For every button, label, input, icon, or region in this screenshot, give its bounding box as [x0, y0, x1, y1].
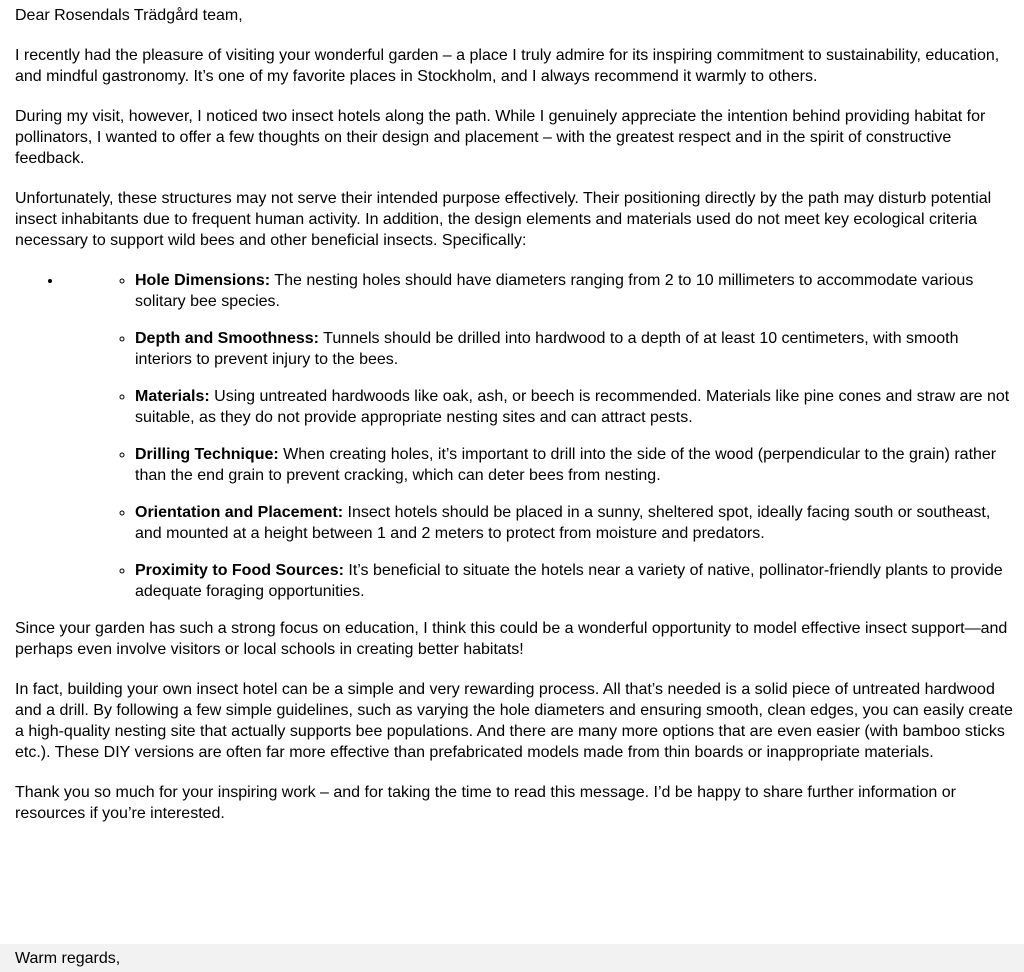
paragraph-thanks: Thank you so much for your inspiring work – and for taking the time to read this message. I’d be happy to share further information or resources if you’re interested. — [15, 784, 956, 822]
paragraph-visit: During my visit, however, I noticed two insect hotels along the path. While I genuinely appreciate the intention behind providing habitat for pollinators, I wanted to offer a few thoughts on their design and placement – with the greatest respect and in the spirit of constructive feedback. — [15, 108, 986, 167]
paragraph-greeting: Dear Rosendals Trädgård team, — [15, 7, 243, 24]
closing-bar — [0, 944, 1024, 972]
list-item-text: The nesting holes should have diameters ranging from 2 to 10 millimeters to accommodate various solitary bee species. — [135, 272, 974, 310]
list-item-label: Proximity to Food Sources: — [135, 562, 344, 579]
list-item-text: Insect hotels should be placed in a sunny, sheltered spot, ideally facing south or southeast, and mounted at a height between 1 and 2 meters to protect from moisture and predators. — [135, 504, 991, 542]
paragraph-diy: In fact, building your own insect hotel can be a simple and very rewarding process. All that’s needed is a solid piece of untreated hardwood and a drill. By following a few simple guidelines, such as varying the hole diameters and ensuring smooth, clean edges, you can easily create a high-quality nesting site that actually supports bee populations. And there are many more options that are even easier (with bamboo sticks etc.). These DIY versions are often far more effective than prefabricated models made from thin boards or inappropriate materials. — [15, 681, 1013, 761]
list-item-materials — [135, 386, 1015, 428]
list-item-orientation-placement — [135, 502, 1015, 544]
criteria-list — [15, 270, 1015, 602]
paragraph-intro: I recently had the pleasure of visiting your wonderful garden – a place I truly admire for its inspiring commitment to sustainability, education, and mindful gastronomy. It’s one of my favorite places in Stockholm, and I always recommend it warmly to others. — [15, 47, 1000, 85]
list-item-depth-smoothness — [135, 328, 1015, 370]
paragraph-concern: Unfortunately, these structures may not serve their intended purpose effectively. Their positioning directly by the path may disturb potential insect inhabitants due to frequent human activity. In addition, the design elements and materials used do not meet key ecological criteria necessary to support wild bees and other beneficial insects. Specifically: — [15, 190, 992, 249]
list-item-text: Tunnels should be drilled into hardwood to a depth of at least 10 centimeters, with smooth interiors to prevent injury to the bees. — [135, 330, 959, 368]
criteria-sublist — [63, 270, 1015, 602]
list-item-text: It’s beneficial to situate the hotels near a variety of native, pollinator-friendly plants to provide adequate foraging opportunities. — [135, 562, 1003, 600]
list-item-label: Drilling Technique: — [135, 446, 279, 463]
list-item-drilling-technique — [135, 444, 1015, 486]
list-item-label: Hole Dimensions: — [135, 272, 271, 289]
list-item-label: Materials: — [135, 388, 210, 405]
list-item-hole-dimensions — [135, 270, 1015, 312]
list-item-proximity-food — [135, 560, 1015, 602]
list-item-empty — [63, 270, 1015, 602]
list-item-label: Depth and Smoothness: — [135, 330, 320, 347]
list-item-text: When creating holes, it’s important to drill into the side of the wood (perpendicular to the grain) rather than the end grain to prevent cracking, which can deter bees from nesting. — [135, 446, 997, 484]
paragraph-education: Since your garden has such a strong focus on education, I think this could be a wonderful opportunity to model effective insect support—and perhaps even involve visitors or local schools in creating better habitats! — [15, 620, 1008, 658]
closing-text: Warm regards, — [15, 949, 121, 967]
list-item-text: Using untreated hardwoods like oak, ash, or beech is recommended. Materials like pine cones and straw are not suitable, as they do not provide appropriate nesting sites and can attract pests. — [135, 388, 1010, 426]
list-item-label: Orientation and Placement: — [135, 504, 344, 521]
